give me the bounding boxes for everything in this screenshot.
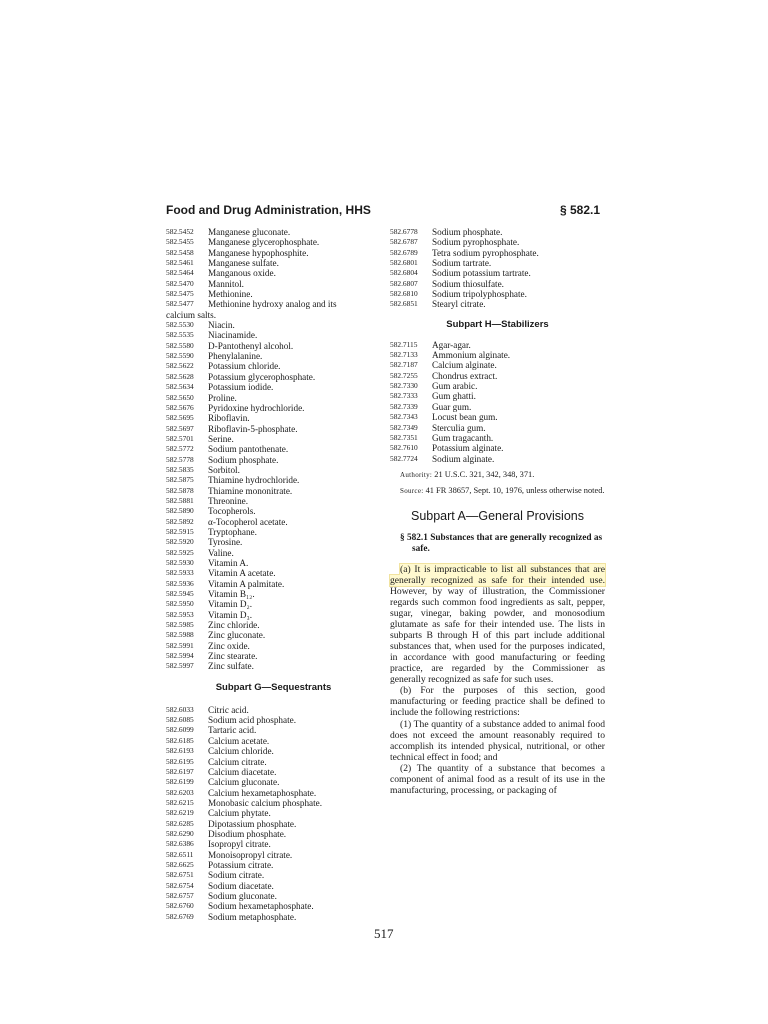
substance-name: Calcium alginate.	[432, 360, 497, 371]
section-number: 582.5477	[166, 299, 194, 309]
right-column	[390, 227, 605, 796]
list-item	[166, 736, 381, 746]
substance-name: Vitamin D₃.	[208, 609, 252, 620]
section-number: 582.5878	[166, 485, 194, 495]
section-number: 582.5953	[166, 609, 194, 619]
section-number: 582.6751	[166, 870, 194, 880]
section-number: 582.5890	[166, 506, 194, 516]
list-item	[166, 506, 381, 516]
substance-name: Citric acid.	[208, 704, 249, 715]
list-item	[166, 403, 381, 413]
list-item	[166, 517, 381, 527]
section-number: 582.6203	[166, 787, 194, 797]
section-number: 582.5915	[166, 526, 194, 536]
list-item	[166, 767, 381, 777]
paragraph-a	[390, 564, 605, 686]
highlighted-text: (a) It is impracticable to list all substances that are generally recognized as safe for their intended use.	[390, 563, 605, 586]
page-number: 517	[374, 926, 394, 941]
substance-name: Sodium metaphosphate.	[208, 911, 297, 922]
section-number: 582.6810	[390, 289, 418, 299]
section-number: 582.5936	[166, 578, 194, 588]
section-number: 582.5458	[166, 247, 194, 257]
section-number: 582.6215	[166, 797, 194, 807]
section-number: 582.5634	[166, 382, 194, 392]
substance-name: Stearyl citrate.	[432, 299, 486, 310]
section-number: 582.5676	[166, 402, 194, 412]
substance-name: Sodium gluconate.	[208, 890, 277, 901]
list-item	[166, 860, 381, 870]
substance-name-continuation: calcium salts.	[166, 309, 217, 320]
list-item	[166, 475, 381, 485]
substance-name: Pyridoxine hydrochloride.	[208, 402, 305, 413]
substance-name: Sodium phosphate.	[432, 227, 503, 237]
list-item	[166, 901, 381, 911]
substance-name: Phenylalanine.	[208, 351, 263, 362]
list-item	[166, 798, 381, 808]
section-number: 582.5994	[166, 651, 194, 661]
list-item	[390, 227, 605, 237]
list-item	[166, 330, 381, 340]
list-item	[166, 912, 381, 922]
list-item	[166, 850, 381, 860]
substance-name: Zinc gluconate.	[208, 630, 266, 641]
substance-name: Manganous oxide.	[208, 268, 276, 279]
section-heading: § 582.1 Substances that are generally recognized as safe.	[400, 532, 603, 555]
section-number: 582.5991	[166, 640, 194, 650]
list-item	[166, 757, 381, 767]
substance-name: Zinc sulfate.	[208, 661, 254, 672]
list-item	[166, 630, 381, 640]
subpart-g-heading: Subpart G—Sequestrants	[215, 681, 332, 693]
substance-name: Calcium phytate.	[208, 808, 271, 819]
authority-note	[390, 469, 605, 481]
substance-name: Vitamin B₁₂.	[208, 589, 255, 600]
list-item	[166, 548, 381, 558]
source-note	[390, 485, 605, 497]
substance-name: Calcium gluconate.	[208, 777, 280, 788]
section-number: 582.5475	[166, 289, 194, 299]
section-number: 582.6290	[166, 828, 194, 838]
section-number: 582.6185	[166, 735, 194, 745]
section-number: 582.7339	[390, 401, 418, 411]
authority-source-block	[390, 469, 605, 497]
list-item	[166, 424, 381, 434]
list-item	[166, 746, 381, 756]
section-number: 582.6085	[166, 715, 194, 725]
section-number: 582.6386	[166, 839, 194, 849]
subpart-a-heading: Subpart A—General Provisions	[410, 508, 584, 523]
substance-list	[166, 320, 381, 672]
list-item	[166, 299, 381, 309]
list-item	[390, 279, 605, 289]
list-item	[166, 641, 381, 651]
substance-name: Vitamin A.	[208, 558, 249, 568]
list-item	[390, 237, 605, 247]
list-item	[390, 248, 605, 258]
section-number: 582.6197	[166, 766, 194, 776]
section-number: 582.5461	[166, 258, 194, 268]
section-number: 582.5997	[166, 661, 194, 671]
list-item	[166, 777, 381, 787]
section-number: 582.5695	[166, 413, 194, 423]
substance-list	[390, 340, 605, 464]
subpart-h-heading: Subpart H—Stabilizers	[446, 318, 549, 330]
substance-name: Valine.	[208, 547, 234, 558]
section-number: 582.6193	[166, 746, 194, 756]
section-number: 582.6801	[390, 258, 418, 268]
list-item	[166, 227, 381, 237]
list-item	[166, 279, 381, 289]
substance-name: D-Pantothenyl alcohol.	[208, 340, 294, 351]
list-item	[390, 340, 605, 350]
paragraph-1: (1) The quantity of a substance added to animal food does not exceed the amount reasonably required to accomplish its intended physical, nutritional, or other technical effect in food; and	[390, 718, 605, 763]
left-column	[166, 227, 381, 922]
substance-name: Sodium hexametaphosphate.	[208, 901, 314, 912]
section-number: 582.6760	[166, 901, 194, 911]
list-item	[390, 454, 605, 464]
substance-name: Riboflavin-5-phosphate.	[208, 423, 298, 434]
section-number: 582.5701	[166, 433, 194, 443]
list-item	[166, 725, 381, 735]
section-number: 582.5892	[166, 516, 194, 526]
substance-name: Sodium phosphate.	[208, 454, 279, 465]
section-number: 582.6219	[166, 808, 194, 818]
list-item	[390, 299, 605, 309]
list-item	[166, 537, 381, 547]
section-number: 582.5985	[166, 620, 194, 630]
list-item	[166, 705, 381, 715]
list-item	[166, 351, 381, 361]
list-item	[166, 258, 381, 268]
substance-name: Guar gum.	[432, 401, 472, 412]
substance-name: Sodium alginate.	[432, 453, 495, 464]
list-item	[166, 382, 381, 392]
section-number: 582.7133	[390, 350, 418, 360]
section-number: 582.5930	[166, 558, 194, 567]
list-item	[390, 423, 605, 433]
list-item	[166, 870, 381, 880]
substance-name: Potassium alginate.	[432, 443, 504, 454]
list-item	[166, 372, 381, 382]
paragraph-b: (b) For the purposes of this section, good manufacturing or feeding practice shall be defined to include the following restrictions:	[390, 685, 605, 719]
substance-name: Gum arabic.	[432, 381, 478, 392]
list-item	[166, 839, 381, 849]
substance-name: Mannitol.	[208, 278, 244, 289]
substance-name: Agar-agar.	[432, 339, 471, 350]
section-number: 582.5452	[166, 227, 194, 236]
substance-name: Vitamin D₂.	[208, 599, 252, 610]
list-item	[166, 486, 381, 496]
list-item	[390, 412, 605, 422]
section-number: 582.6625	[166, 859, 194, 869]
section-number: 582.7115	[390, 339, 418, 349]
section-number: 582.7330	[390, 381, 418, 391]
substance-name: Manganese glycerophosphate.	[208, 237, 320, 248]
section-number: 582.6804	[390, 268, 418, 278]
section-number: 582.5835	[166, 464, 194, 474]
section-number-header: § 582.1	[560, 203, 601, 217]
substance-name: Sodium pyrophosphate.	[432, 237, 520, 248]
section-number: 582.7255	[390, 370, 418, 380]
substance-name: Sorbitol.	[208, 464, 240, 475]
substance-name: Sodium diacetate.	[208, 880, 274, 891]
substance-name: Vitamin A acetate.	[208, 568, 276, 579]
substance-name: Potassium citrate.	[208, 859, 274, 870]
section-number: 582.6033	[166, 704, 194, 714]
list-item	[166, 320, 381, 330]
section-number: 582.5920	[166, 537, 194, 547]
list-item	[166, 268, 381, 278]
section-number: 582.6787	[390, 237, 418, 247]
section-body	[390, 564, 605, 796]
list-item	[166, 620, 381, 630]
list-item	[166, 444, 381, 454]
section-number: 582.5470	[166, 278, 194, 288]
section-number: 582.5455	[166, 237, 194, 247]
section-number: 582.5590	[166, 351, 194, 361]
section-number: 582.6754	[166, 880, 194, 890]
substance-name: Sodium potassium tartrate.	[432, 268, 531, 279]
section-number: 582.5925	[166, 547, 194, 557]
substance-name: Gum tragacanth.	[432, 432, 494, 443]
substance-name: Disodium phosphate.	[208, 828, 287, 839]
section-number: 582.5950	[166, 599, 194, 609]
section-number: 582.5933	[166, 568, 194, 578]
section-number: 582.7349	[390, 422, 418, 432]
list-item	[166, 579, 381, 589]
section-number: 582.6789	[390, 247, 418, 257]
substance-name: Calcium diacetate.	[208, 766, 277, 777]
list-item	[166, 361, 381, 371]
list-item	[390, 268, 605, 278]
substance-name: Sodium tartrate.	[432, 258, 492, 269]
substance-name: Tocopherols.	[208, 506, 256, 517]
list-item	[390, 371, 605, 381]
substance-name: Methionine hydroxy analog and its	[208, 299, 337, 310]
section-number: 582.7610	[390, 443, 418, 453]
list-item	[390, 391, 605, 401]
substance-name: Riboflavin.	[208, 413, 250, 424]
substance-name: Gum ghatti.	[432, 391, 476, 402]
list-item	[166, 661, 381, 671]
list-item	[166, 808, 381, 818]
section-number: 582.6807	[390, 278, 418, 288]
list-item	[390, 443, 605, 453]
substance-name: Zinc chloride.	[208, 620, 260, 631]
substance-name: Sodium tripolyphosphate.	[432, 289, 527, 300]
substance-name: Sterculia gum.	[432, 422, 486, 433]
section-number: 582.6099	[166, 725, 194, 735]
section-number: 582.6769	[166, 911, 194, 921]
section-number: 582.6757	[166, 890, 194, 900]
substance-name: Potassium iodide.	[208, 382, 274, 393]
substance-name: Tetra sodium pyrophosphate.	[432, 247, 539, 258]
list-item	[166, 599, 381, 609]
list-item	[166, 465, 381, 475]
substance-name: Niacin.	[208, 320, 235, 331]
section-number: 582.6778	[390, 227, 418, 236]
substance-name: Proline.	[208, 392, 237, 403]
list-item	[166, 496, 381, 506]
list-item	[166, 819, 381, 829]
substance-name: Threonine.	[208, 495, 249, 506]
substance-name: α-Tocopherol acetate.	[208, 516, 288, 527]
substance-list	[166, 705, 381, 922]
substance-list	[390, 227, 605, 310]
substance-list	[166, 227, 381, 299]
list-item	[166, 289, 381, 299]
substance-name: Ammonium alginate.	[432, 350, 511, 361]
list-item	[166, 393, 381, 403]
list-item	[166, 715, 381, 725]
list-item	[390, 381, 605, 391]
list-item	[166, 891, 381, 901]
list-item	[166, 881, 381, 891]
list-item	[166, 558, 381, 568]
authority-label: Authority:	[400, 470, 433, 479]
list-item	[390, 258, 605, 268]
section-number: 582.5778	[166, 454, 194, 464]
list-item	[390, 402, 605, 412]
section-number: 582.7333	[390, 391, 418, 401]
list-item	[390, 350, 605, 360]
list-item	[166, 455, 381, 465]
substance-name: Isopropyl citrate.	[208, 839, 271, 850]
substance-name: Calcium hexametaphosphate.	[208, 787, 317, 798]
section-number: 582.5535	[166, 330, 194, 340]
substance-name: Thiamine hydrochloride.	[208, 475, 300, 486]
source-text: 41 FR 38657, Sept. 10, 1976, unless otherwise noted.	[423, 485, 605, 495]
list-item	[390, 360, 605, 370]
substance-name: Tyrosine.	[208, 537, 243, 548]
section-number: 582.5875	[166, 475, 194, 485]
section-number: 582.5881	[166, 495, 194, 505]
list-item	[166, 527, 381, 537]
section-number: 582.5988	[166, 630, 194, 640]
section-number: 582.6511	[166, 849, 194, 859]
substance-name: Manganese gluconate.	[208, 227, 291, 237]
substance-name: Monoisopropyl citrate.	[208, 849, 293, 860]
section-number: 582.5464	[166, 268, 194, 278]
substance-name: Chondrus extract.	[432, 370, 498, 381]
section-number: 582.6195	[166, 756, 194, 766]
section-number: 582.7351	[390, 432, 418, 442]
substance-name: Sodium pantothenate.	[208, 444, 289, 455]
section-number: 582.5650	[166, 392, 194, 402]
list-item	[166, 651, 381, 661]
list-item	[166, 413, 381, 423]
list-item	[390, 433, 605, 443]
substance-name: Sodium acid phosphate.	[208, 715, 297, 726]
authority-text: 21 U.S.C. 321, 342, 348, 371.	[432, 469, 535, 479]
section-number: 582.5697	[166, 423, 194, 433]
substance-name: Manganese sulfate.	[208, 258, 279, 269]
section-number: 582.5530	[166, 320, 194, 330]
substance-name: Zinc oxide.	[208, 640, 250, 651]
list-item	[166, 788, 381, 798]
substance-name: Locust bean gum.	[432, 412, 498, 423]
substance-name: Thiamine mononitrate.	[208, 485, 293, 496]
substance-name: Serine.	[208, 433, 234, 444]
substance-name: Sodium thiosulfate.	[432, 278, 504, 289]
section-number: 582.7343	[390, 412, 418, 422]
list-item	[390, 289, 605, 299]
paragraph-a-text: However, by way of illustration, the Commissioner regards such common food ingredients as salt, pepper, sugar, vinegar, baking powder, and monosodium glutamate as safe for their intended use. The lists in subparts B through H of this part include additional substances that, when used for the purposes indicated, in accordance with good manufacturing or feeding practice, are regarded by the Commissioner as generally recognized as safe for such uses.	[390, 585, 605, 686]
substance-name: Vitamin A palmitate.	[208, 578, 285, 589]
substance-name: Potassium glycerophosphate.	[208, 371, 316, 382]
section-number: 582.5945	[166, 589, 194, 599]
substance-name: Niacinamide.	[208, 330, 258, 341]
section-number: 582.7724	[390, 453, 418, 463]
source-label: Source:	[400, 486, 424, 495]
section-number: 582.7187	[390, 360, 418, 370]
substance-name: Calcium acetate.	[208, 735, 270, 746]
section-number: 582.5628	[166, 371, 194, 381]
section-number: 582.5622	[166, 361, 194, 371]
list-item	[166, 829, 381, 839]
running-header-title: Food and Drug Administration, HHS	[166, 203, 371, 217]
list-item	[166, 248, 381, 258]
list-item	[166, 237, 381, 247]
list-item	[166, 434, 381, 444]
substance-name: Tryptophane.	[208, 526, 257, 537]
substance-name: Calcium chloride.	[208, 746, 274, 757]
substance-name: Dipotassium phosphate.	[208, 818, 297, 829]
substance-name: Methionine.	[208, 289, 253, 300]
list-item	[166, 341, 381, 351]
list-item	[166, 568, 381, 578]
substance-name: Tartaric acid.	[208, 725, 257, 736]
section-number: 582.6851	[390, 299, 418, 309]
section-number: 582.5580	[166, 340, 194, 350]
substance-name: Monobasic calcium phosphate.	[208, 797, 323, 808]
list-item	[166, 589, 381, 599]
section-number: 582.6285	[166, 818, 194, 828]
substance-name: Sodium citrate.	[208, 870, 265, 881]
list-item	[166, 610, 381, 620]
substance-name: Zinc stearate.	[208, 651, 258, 662]
paragraph-2: (2) The quantity of a substance that becomes a component of animal food as a result of its use in the manufacturing, processing, or packaging of	[390, 762, 605, 796]
section-number: 582.6199	[166, 777, 194, 787]
substance-name: Potassium chloride.	[208, 361, 281, 372]
section-number: 582.5772	[166, 444, 194, 454]
substance-name: Manganese hypophosphite.	[208, 247, 309, 258]
substance-name: Calcium citrate.	[208, 756, 267, 767]
